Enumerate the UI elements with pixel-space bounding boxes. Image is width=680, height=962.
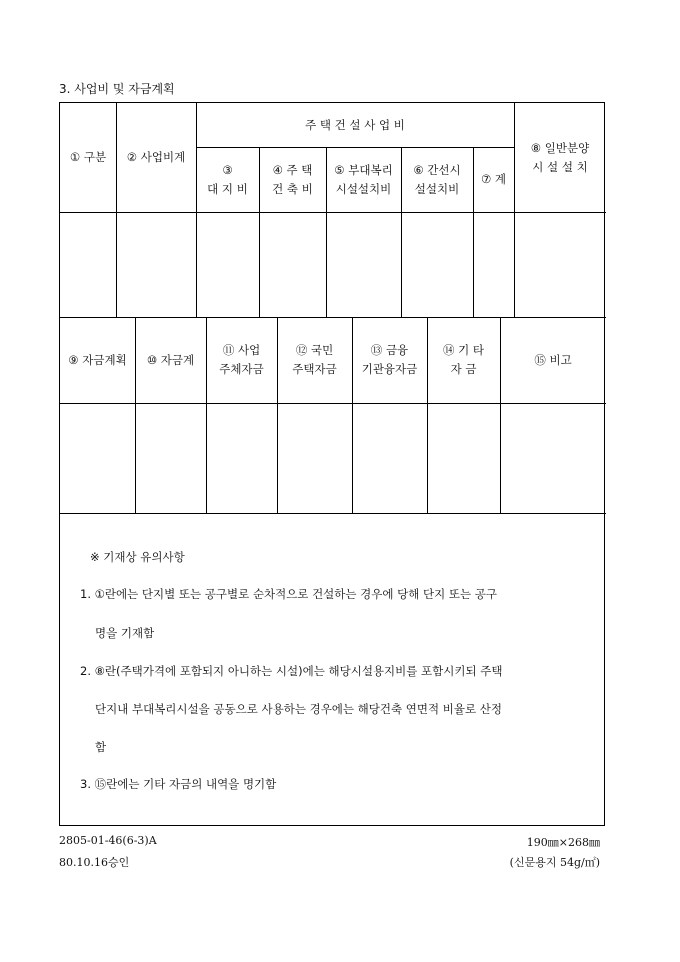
header-housing-construction-cost: 주 택 건 설 사 업 비 — [305, 117, 405, 132]
header-subtotal: ⑦ 계 — [480, 172, 507, 186]
paper-type: (신문용지 54g/㎡) — [509, 856, 600, 869]
divider — [60, 212, 606, 213]
note-line: 3. ⑮란에는 기타 자금의 내역을 명기함 — [80, 777, 277, 791]
form-table — [59, 102, 605, 826]
note-line: 함 — [95, 740, 107, 754]
header-gubun: ① 구분 — [69, 150, 107, 164]
header-welfare-facility-cost: ⑤ 부대복리 시설설치비 — [334, 162, 393, 196]
divider — [60, 403, 606, 404]
form-number: 2805-01-46(6-3)A — [59, 834, 157, 847]
header-land-cost: ③ 대 지 비 — [207, 162, 248, 196]
header-fund-plan: ⑨ 자금계획 — [68, 352, 127, 367]
header-general-sale-facility: ⑧ 일반분양 시 설 설 치 — [530, 140, 590, 174]
section-title: 3. 사업비 및 자금계획 — [59, 82, 175, 96]
approval-date: 80.10.16승인 — [59, 856, 130, 869]
header-financial-loan: ⑬ 금융 기관융자금 — [361, 343, 418, 376]
header-other-fund: ⑭ 기 타 자 금 — [442, 343, 485, 376]
header-fund-total: ⑩ 자금계 — [146, 352, 195, 367]
divider — [60, 513, 606, 514]
paper-size: 190㎜×268㎜ — [526, 836, 600, 849]
header-business-total: ② 사업비계 — [126, 150, 186, 164]
note-line: 2. ⑧란(주택가격에 포함되지 아니하는 시설)에는 해당시설용지비를 포함시키되 주택 — [80, 664, 503, 678]
notes-heading: ※ 기재상 유의사항 — [90, 550, 185, 564]
header-national-housing-fund: ⑫ 국민 주택자금 — [292, 343, 337, 376]
note-line: 단지내 부대복리시설을 공동으로 사용하는 경우에는 해당건축 연면적 비율로 산정 — [95, 702, 502, 716]
header-owner-fund: ⑪ 사업 주체자금 — [219, 343, 264, 376]
header-housing-building-cost: ④ 주 택 건 축 비 — [272, 162, 313, 196]
header-trunk-facility-cost: ⑥ 간선시 설설치비 — [413, 162, 461, 196]
note-line: 1. ①란에는 단지별 또는 공구별로 순차적으로 건설하는 경우에 당해 단지 또는 공구 — [80, 587, 497, 601]
header-remarks: ⑮ 비고 — [534, 352, 572, 367]
note-line: 명을 기재함 — [95, 626, 155, 640]
